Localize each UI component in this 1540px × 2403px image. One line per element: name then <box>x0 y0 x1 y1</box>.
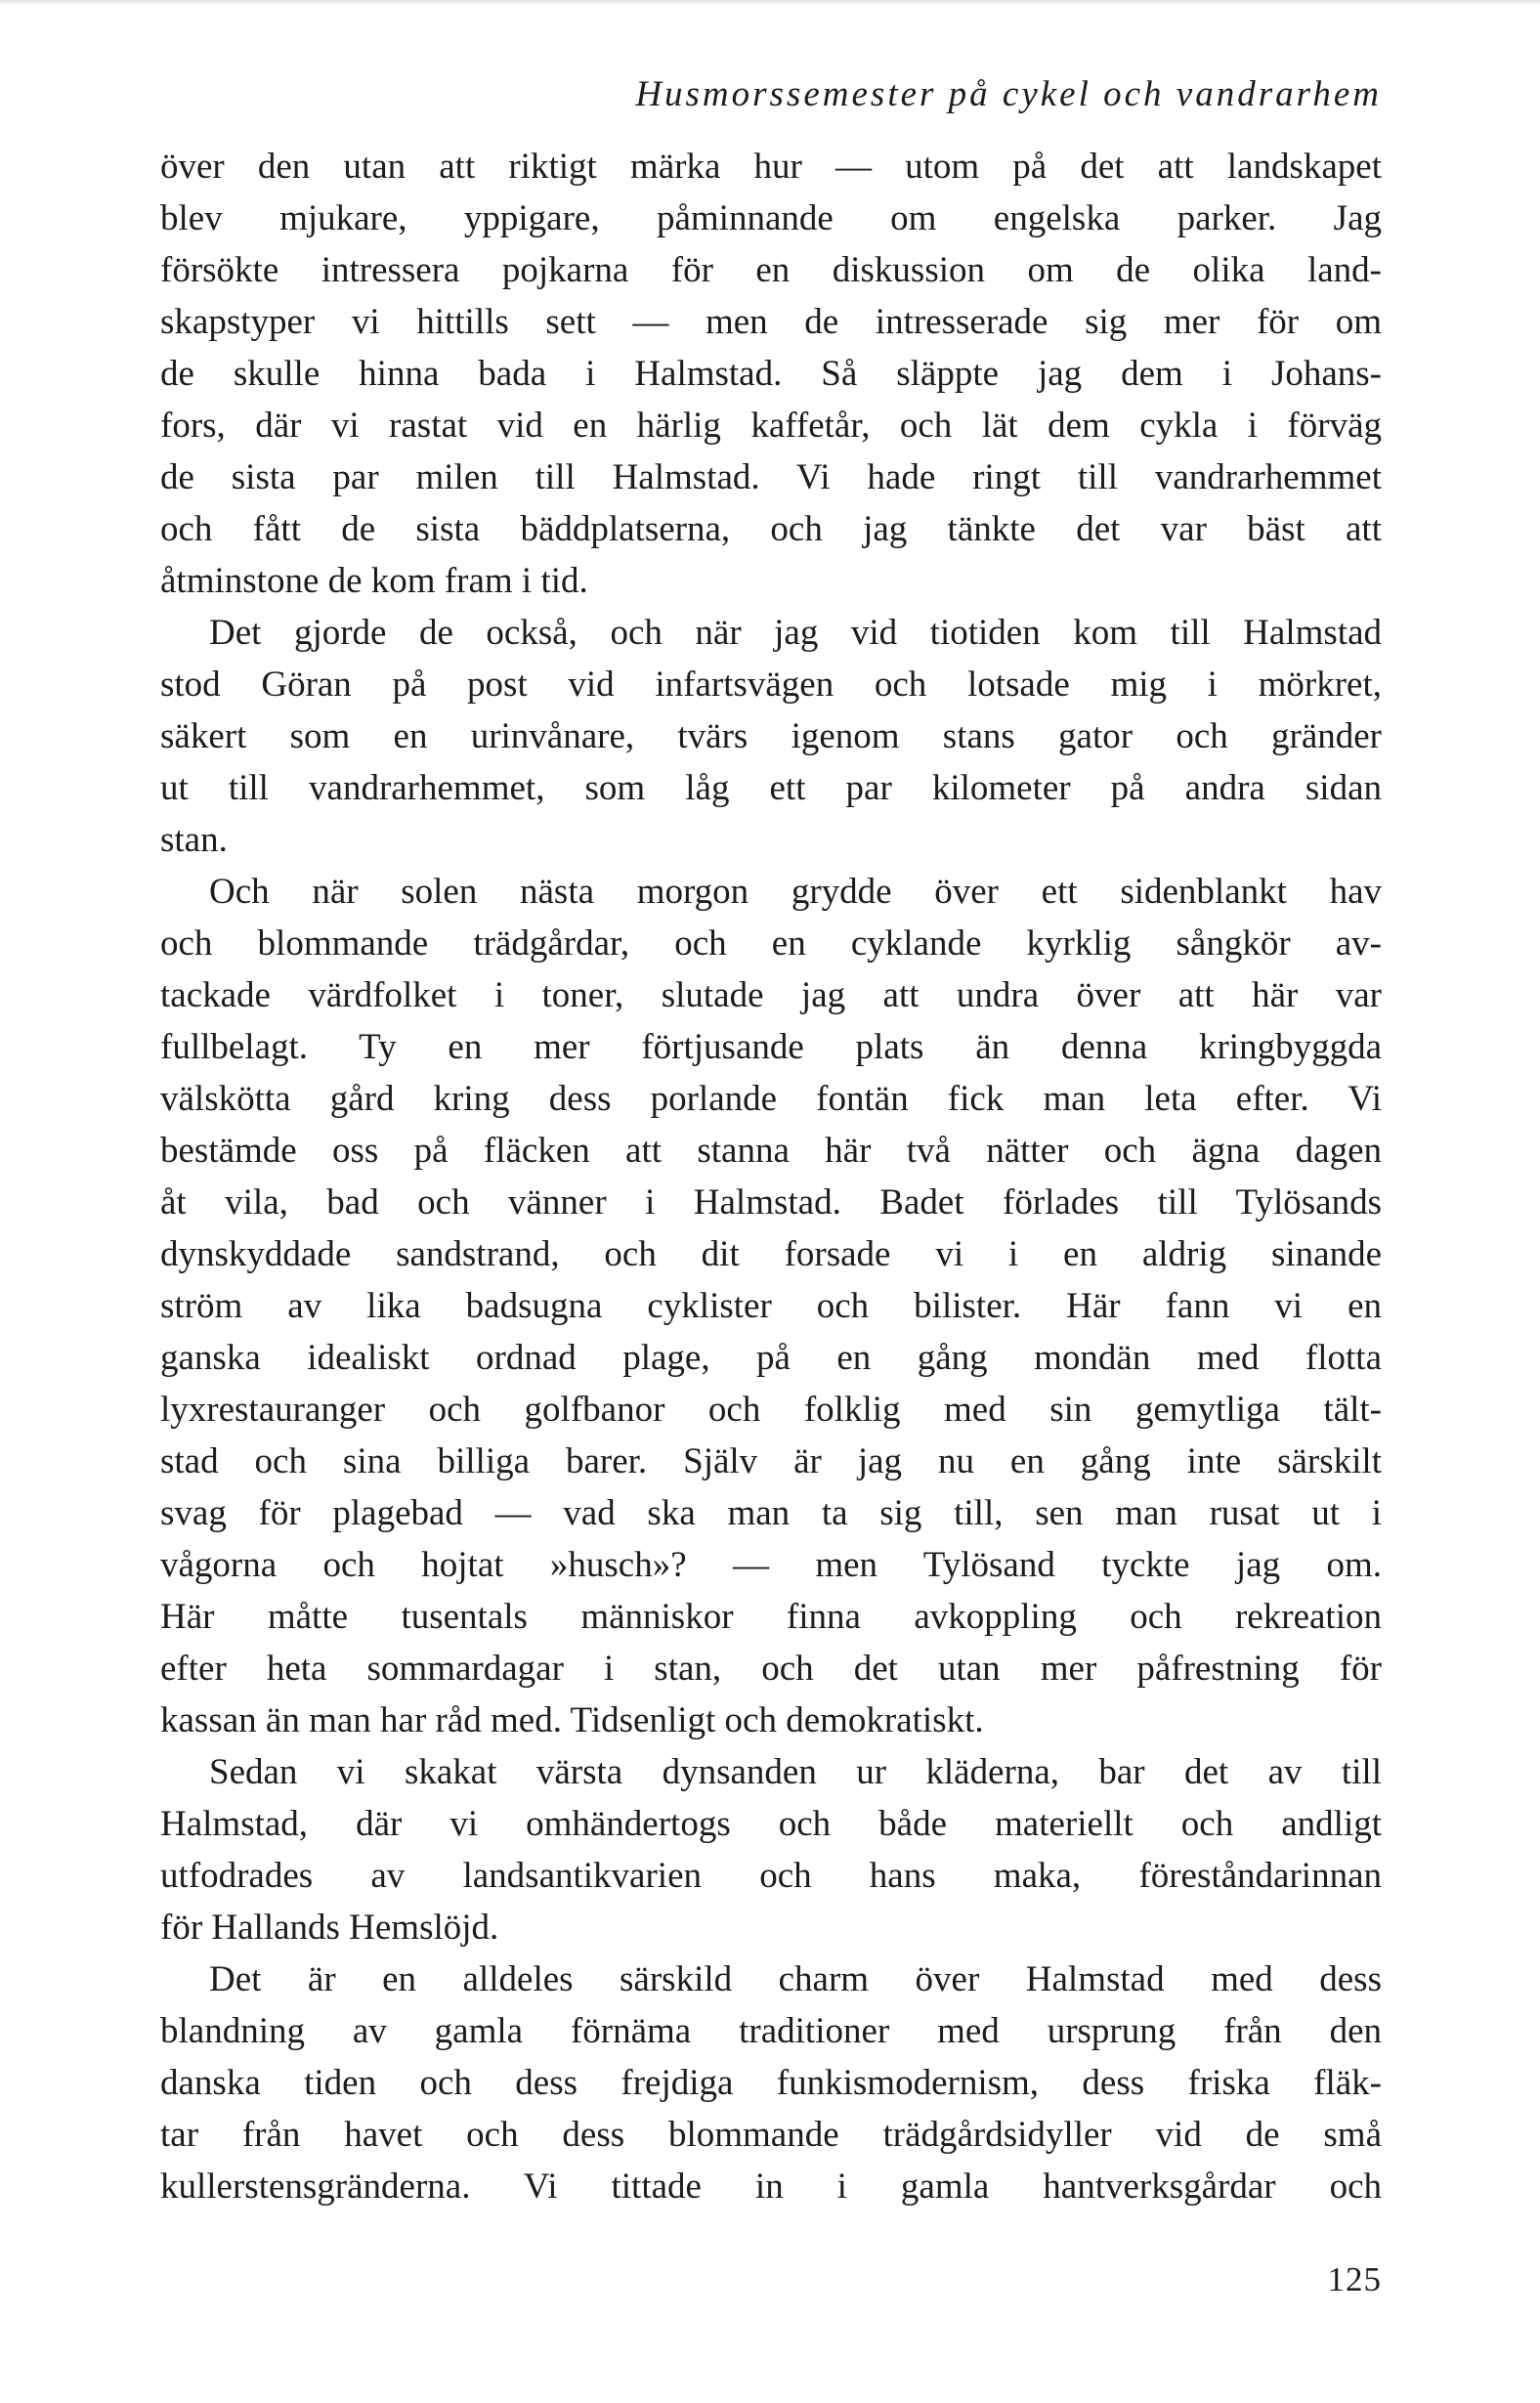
text-line: svag för plagebad — vad ska man ta sig till, sen man rusat ut i <box>160 1493 1382 1533</box>
text-line: Det är en alldeles särskild charm över Halmstad med dess <box>209 1959 1382 1999</box>
text-line: över den utan att riktigt märka hur — utom på det att landskapet <box>160 147 1382 187</box>
paragraph <box>160 607 1382 866</box>
text-line: blandning av gamla förnäma traditioner med ursprung från den <box>160 2011 1382 2051</box>
text-line: utfodrades av landsantikvarien och hans maka, föreståndarinnan <box>160 1856 1382 1896</box>
text-line: Halmstad, där vi omhändertogs och både materiellt och andligt <box>160 1804 1382 1844</box>
text-line: stod Göran på post vid infartsvägen och lotsade mig i mörkret, <box>160 665 1382 705</box>
text-line: stad och sina billiga barer. Själv är jag nu en gång inte särskilt <box>160 1441 1382 1481</box>
paragraph <box>160 1746 1382 1953</box>
text-line: ganska idealiskt ordnad plage, på en gång mondän med flotta <box>160 1338 1382 1378</box>
scan-top-edge <box>0 0 1540 6</box>
text-line: vågorna och hojtat »husch»? — men Tylösand tyckte jag om. <box>160 1545 1382 1585</box>
text-line: Det gjorde de också, och när jag vid tiotiden kom till Halmstad <box>209 613 1382 653</box>
text-line: Här måtte tusentals människor finna avkoppling och rekreation <box>160 1597 1382 1637</box>
paragraph <box>160 1953 1382 2212</box>
text-line: Och när solen nästa morgon grydde över ett sidenblankt hav <box>209 872 1382 912</box>
text-line: kullerstensgränderna. Vi tittade in i gamla hantverksgårdar och <box>160 2167 1382 2207</box>
body-text <box>160 141 1382 2212</box>
text-line: de sista par milen till Halmstad. Vi hade ringt till vandrarhemmet <box>160 457 1382 497</box>
page-number: 125 <box>1327 2260 1382 2298</box>
text-line: stan. <box>160 820 228 860</box>
text-line: de skulle hinna bada i Halmstad. Så släppte jag dem i Johans- <box>160 354 1382 394</box>
text-line: ström av lika badsugna cyklister och bilister. Här fann vi en <box>160 1286 1382 1326</box>
text-line: fullbelagt. Ty en mer förtjusande plats än denna kringbyggda <box>160 1027 1382 1067</box>
text-line: åt vila, bad och vänner i Halmstad. Badet förlades till Tylösands <box>160 1182 1382 1223</box>
running-head: Husmorssemester på cykel och vandrarhem <box>635 74 1382 114</box>
text-line: Sedan vi skakat värsta dynsanden ur kläderna, bar det av till <box>209 1752 1382 1792</box>
text-line: bestämde oss på fläcken att stanna här två nätter och ägna dagen <box>160 1131 1382 1171</box>
text-line: skapstyper vi hittills sett — men de intresserade sig mer för om <box>160 302 1382 342</box>
paragraph <box>160 866 1382 1746</box>
text-line: fors, där vi rastat vid en härlig kaffetår, och lät dem cykla i förväg <box>160 406 1382 446</box>
text-line: tackade värdfolket i toner, slutade jag att undra över att här var <box>160 975 1382 1015</box>
text-line: och fått de sista bäddplatserna, och jag tänkte det var bäst att <box>160 509 1382 549</box>
text-line: kassan än man har råd med. Tidsenligt och demokratiskt. <box>160 1700 984 1740</box>
text-line: efter heta sommardagar i stan, och det utan mer påfrestning för <box>160 1649 1382 1689</box>
text-line: ut till vandrarhemmet, som låg ett par kilometer på andra sidan <box>160 768 1382 808</box>
text-line: dynskyddade sandstrand, och dit forsade vi i en aldrig sinande <box>160 1234 1382 1274</box>
paragraph <box>160 141 1382 607</box>
text-line: och blommande trädgårdar, och en cyklande kyrklig sångkör av- <box>160 923 1382 964</box>
text-line: säkert som en urinvånare, tvärs igenom stans gator och gränder <box>160 716 1382 756</box>
text-line: välskötta gård kring dess porlande fontän fick man leta efter. Vi <box>160 1079 1382 1119</box>
text-line: åtminstone de kom fram i tid. <box>160 561 588 601</box>
text-line: försökte intressera pojkarna för en diskussion om de olika land- <box>160 250 1382 290</box>
book-page <box>160 70 1382 2318</box>
text-line: lyxrestauranger och golfbanor och folklig med sin gemytliga tält- <box>160 1390 1382 1430</box>
text-line: tar från havet och dess blommande trädgårdsidyller vid de små <box>160 2115 1382 2155</box>
text-line: för Hallands Hemslöjd. <box>160 1908 499 1948</box>
text-line: blev mjukare, yppigare, påminnande om engelska parker. Jag <box>160 198 1382 238</box>
text-line: danska tiden och dess frejdiga funkismodernism, dess friska fläk- <box>160 2063 1382 2103</box>
